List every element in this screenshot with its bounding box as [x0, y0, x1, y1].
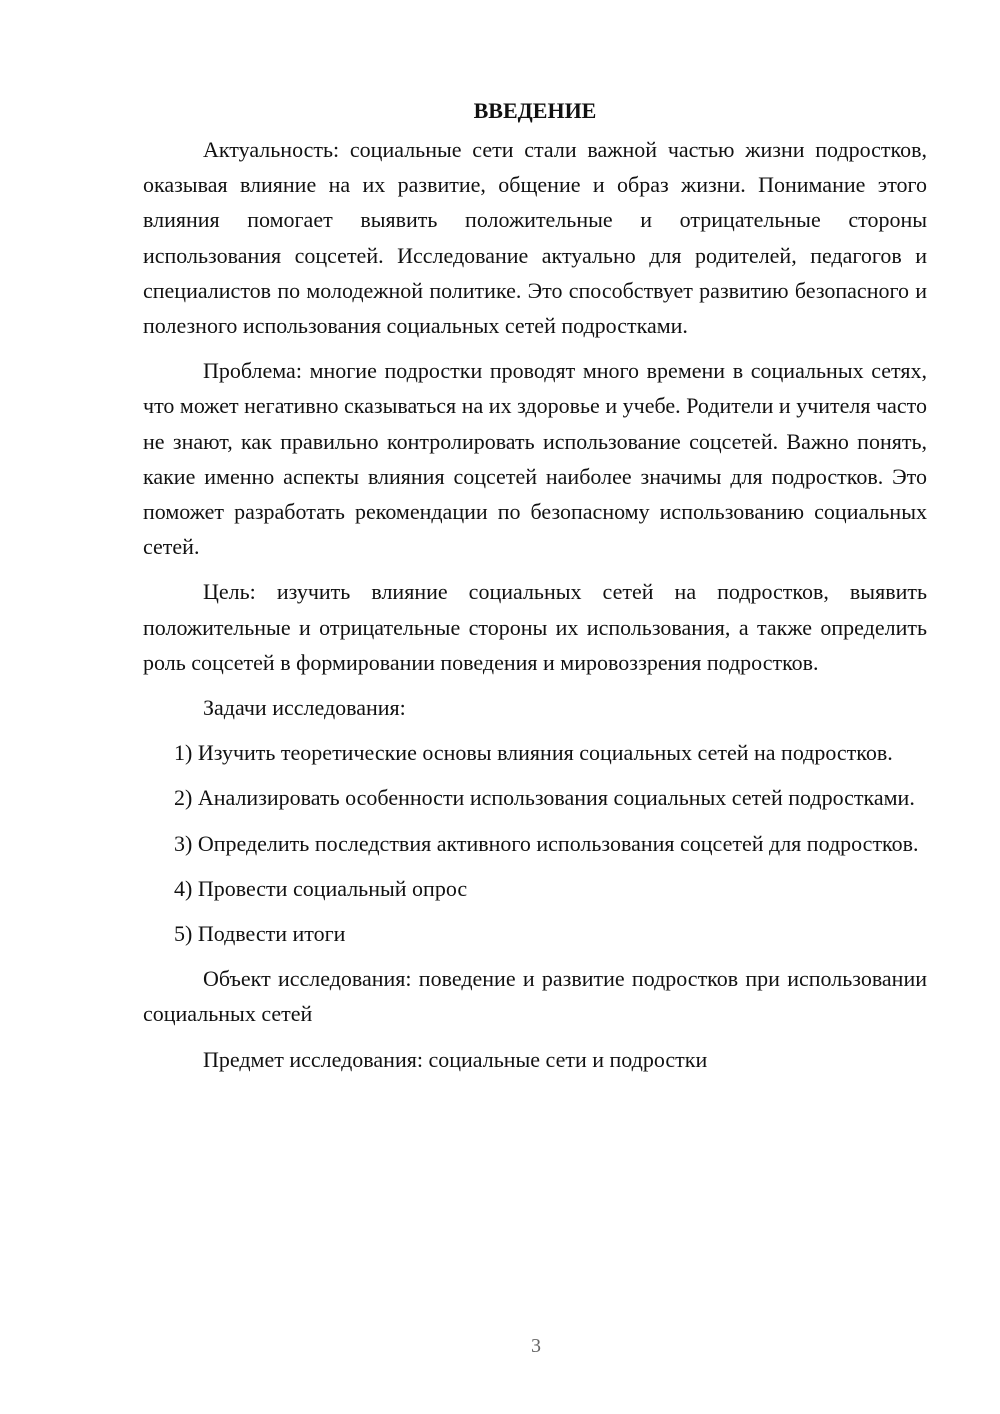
page-content	[143, 93, 927, 1087]
task-item-1: 1) Изучить теоретические основы влияния социальных сетей на подростков.	[174, 740, 893, 766]
goal-paragraph: Цель: изучить влияние социальных сетей на подростков, выявить положительные и отрицательные стороны их использования, а также определить роль соцсетей в формировании поведения и мировоззрения подростков.	[143, 579, 927, 675]
section-title: ВВЕДЕНИЕ	[473, 98, 597, 123]
research-object-paragraph: Объект исследования: поведение и развитие подростков при использовании социальных сетей	[143, 966, 927, 1027]
task-item-2: 2) Анализировать особенности использования социальных сетей подростками.	[174, 785, 915, 811]
task-item-3: 3) Определить последствия активного использования соцсетей для подростков.	[174, 830, 919, 856]
research-subject-paragraph: Предмет исследования: социальные сети и подростки	[203, 1046, 708, 1072]
task-item-5: 5) Подвести итоги	[174, 921, 346, 947]
tasks-heading: Задачи исследования:	[203, 695, 406, 721]
task-item-4: 4) Провести социальный опрос	[174, 875, 468, 901]
problem-paragraph: Проблема: многие подростки проводят много времени в социальных сетях, что может негативно сказываться на их здоровье и учебе. Родители и учителя часто не знают, как правильно контролировать использование соцсетей. Важно понять, какие именно аспекты влияния соцсетей наиболее значимы для подростков. Это поможет разработать рекомендации по безопасному использованию социальных сетей.	[143, 358, 927, 560]
relevance-paragraph: Актуальность: социальные сети стали важной частью жизни подростков, оказывая влияние на их развитие, общение и образ жизни. Понимание этого влияния помогает выявить положительные и отрицательные стороны использования соцсетей. Исследование актуально для родителей, педагогов и специалистов по молодежной политике. Это способствует развитию безопасного и полезного использования социальных сетей подростками.	[143, 137, 927, 339]
page-number: 3	[531, 1335, 541, 1357]
